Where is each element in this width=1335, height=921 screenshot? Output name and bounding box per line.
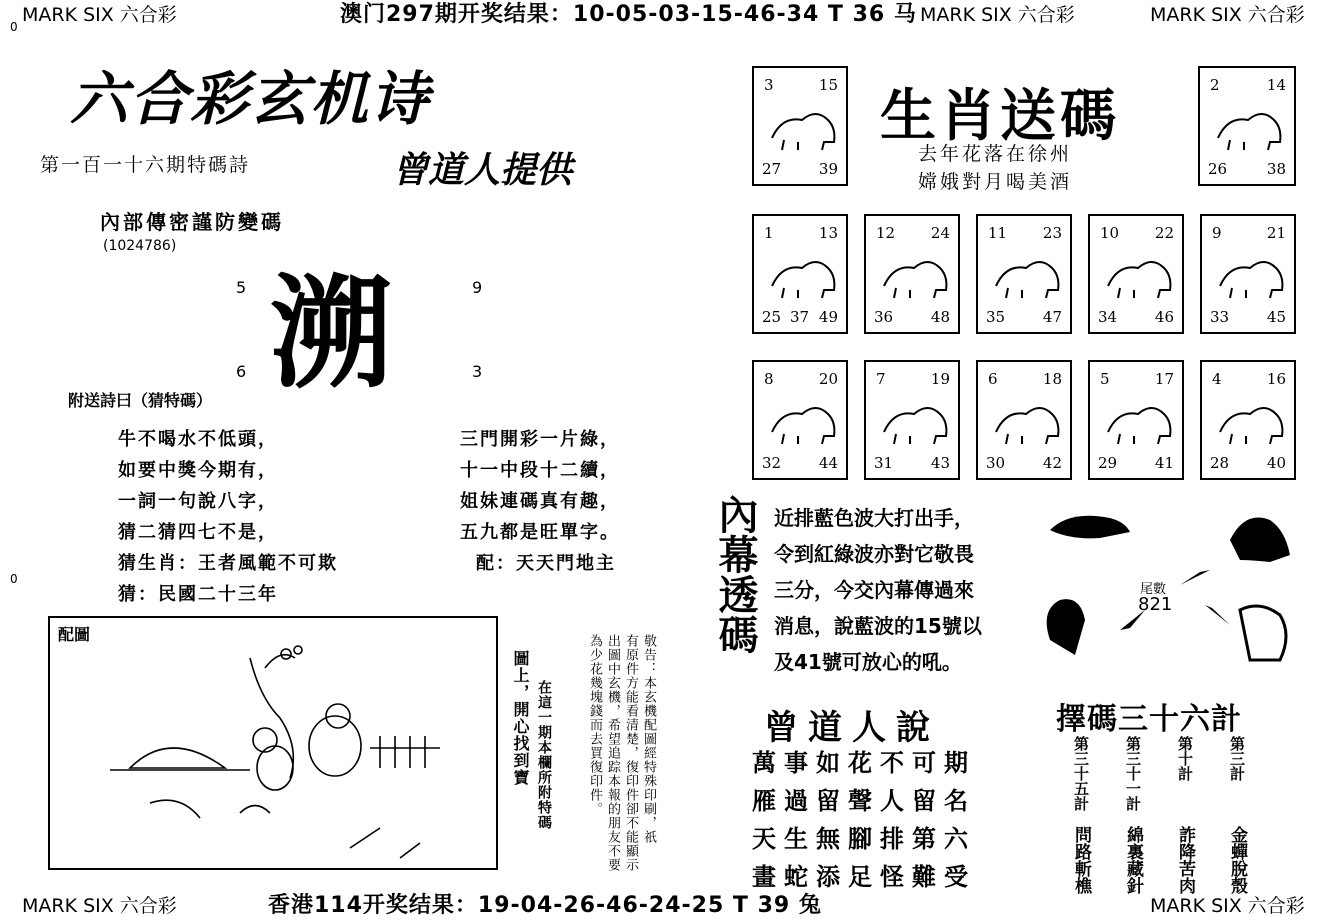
poem-page-title: 六合彩玄机诗 <box>70 65 431 133</box>
card-number: 4 <box>1212 370 1222 388</box>
card-number: 2 <box>1210 76 1220 94</box>
picture-label: 配圖 <box>58 625 91 644</box>
card-number: 15 <box>818 76 838 94</box>
rat-icon <box>764 98 840 156</box>
card-number: 7 <box>876 370 886 388</box>
card-number: 18 <box>1042 370 1062 388</box>
goat-icon <box>764 392 840 450</box>
poem-line: 姐妹連碼真有趣， <box>460 491 620 512</box>
zodiac-title: 生肖送碼 <box>880 84 1120 149</box>
card-number: 11 <box>988 224 1008 242</box>
saying-line: 雁過留聲人留名 <box>752 786 976 815</box>
zodiac-card <box>752 214 848 334</box>
zodiac-card <box>1088 360 1184 480</box>
dog-icon <box>1230 518 1290 563</box>
card-number: 28 <box>1210 454 1230 472</box>
card-number: 39 <box>818 160 838 178</box>
secret-code: (1024786) <box>103 238 177 254</box>
dragon-icon <box>988 246 1064 304</box>
card-number: 14 <box>1266 76 1286 94</box>
card-number: 19 <box>930 370 950 388</box>
marquee-text: MARK SIX 六合彩 <box>1150 4 1305 26</box>
card-number: 23 <box>1042 224 1062 242</box>
poem-line: 配：天天門地主 <box>476 553 616 574</box>
saying-line: 天生無腳排第六 <box>752 824 976 853</box>
corner-number: 6 <box>236 362 247 381</box>
strategy-name: 詐降苦肉 <box>1175 826 1195 894</box>
card-number: 5 <box>1100 370 1110 388</box>
card-number: 44 <box>818 454 838 472</box>
card-number: 20 <box>818 370 838 388</box>
poem-line: 一詞一句說八字， <box>118 491 278 512</box>
poem-line: 猜生肖：王者風範不可欺 <box>118 553 338 574</box>
card-number: 47 <box>1042 308 1062 326</box>
poem-line: 三門開彩一片綠， <box>460 429 620 450</box>
card-number: 26 <box>1208 160 1228 178</box>
poem-line: 猜二猜四七不是， <box>118 522 278 543</box>
zodiac-card <box>976 214 1072 334</box>
saying-line: 萬事如花不可期 <box>752 748 976 777</box>
rat-icon <box>1050 516 1130 539</box>
zodiac-card <box>752 360 848 480</box>
rooster-icon <box>1047 599 1085 655</box>
card-number: 24 <box>930 224 950 242</box>
card-number: 25 <box>762 308 782 326</box>
poem-line: 如要中獎今期有， <box>118 460 278 481</box>
pig-icon <box>1212 392 1288 450</box>
card-number: 6 <box>988 370 998 388</box>
card-number: 10 <box>1100 224 1120 242</box>
notice-column: 出圖中玄機，希望追踪本報的朋友不要 <box>605 634 620 872</box>
card-number: 21 <box>1266 224 1286 242</box>
poem-line: 十一中段十二續， <box>460 460 620 481</box>
inner-line: 消息，說藍波的15號以 <box>774 614 982 638</box>
picture-caption-sub: 在這一期本欄所附特碼 <box>536 680 552 830</box>
corner-number: 9 <box>472 278 483 297</box>
picture-caption-main: 圖上，開心找到寶 <box>511 650 530 786</box>
dog-icon <box>1100 392 1176 450</box>
card-number: 42 <box>1042 454 1062 472</box>
card-number: 32 <box>762 454 782 472</box>
card-number: 22 <box>1154 224 1174 242</box>
zodiac-verse <box>918 140 1072 196</box>
secret-line: 內部傳密謹防變碼 <box>100 210 284 234</box>
zodiac-card <box>1200 214 1296 334</box>
strategy-name: 金蟬脫殼 <box>1227 826 1247 894</box>
card-number: 49 <box>818 308 838 326</box>
inner-line: 三分，今交內幕傳過來 <box>774 578 974 602</box>
card-number: 34 <box>1098 308 1118 326</box>
card-number: 30 <box>986 454 1006 472</box>
card-number: 41 <box>1154 454 1174 472</box>
inner-tip-text <box>774 500 982 680</box>
strategy-title: 擇碼三十六計 <box>1056 702 1242 737</box>
card-number: 43 <box>930 454 950 472</box>
card-number: 27 <box>762 160 782 178</box>
macau-result-text: 澳门297期开奖结果：10-05-03-15-46-34 T 36 马 <box>340 2 917 27</box>
inner-line: 近排藍色波大打出手， <box>774 506 974 530</box>
card-number: 36 <box>874 308 894 326</box>
margin-mark: 0 <box>10 572 18 586</box>
card-number: 33 <box>1210 308 1230 326</box>
zodiac-card <box>752 66 848 186</box>
card-number: 3 <box>764 76 774 94</box>
ox-icon <box>1210 98 1288 156</box>
monkey-icon <box>876 392 952 450</box>
rabbit-icon <box>876 246 952 304</box>
card-number: 29 <box>1098 454 1118 472</box>
card-number: 12 <box>876 224 896 242</box>
marquee-text: MARK SIX 六合彩 <box>1150 895 1305 917</box>
card-number: 37 <box>790 308 810 326</box>
poem-left-column <box>118 424 338 610</box>
card-number: 40 <box>1266 454 1286 472</box>
saying-title: 曾道人說 <box>764 708 940 748</box>
poem-intro: 附送詩曰（猜特碼） <box>68 391 213 410</box>
tail-number-value: 821 <box>1138 594 1173 615</box>
hongkong-result-text: 香港114开奖结果：19-04-26-46-24-25 T 39 兔 <box>268 893 822 918</box>
picture-box <box>48 616 498 870</box>
card-number: 38 <box>1266 160 1286 178</box>
poem-line: 猜：民國二十三年 <box>118 584 278 605</box>
zodiac-card <box>864 360 960 480</box>
tail-number-diagram <box>1030 500 1320 680</box>
corner-number: 5 <box>236 278 247 297</box>
marquee-text: MARK SIX 六合彩 <box>22 895 177 917</box>
poem-line: 五九都是旺單字。 <box>460 522 620 543</box>
marquee-text: MARK SIX 六合彩 <box>920 4 1075 26</box>
top-result-band <box>0 0 1335 30</box>
snake-icon <box>1100 246 1176 304</box>
poem-right-column <box>460 424 620 579</box>
marquee-text: MARK SIX 六合彩 <box>22 4 177 26</box>
card-number: 46 <box>1154 308 1174 326</box>
rooster-icon <box>988 392 1064 450</box>
saying-line: 畫蛇添足怪難受 <box>752 862 976 891</box>
card-number: 1 <box>764 224 774 242</box>
card-number: 45 <box>1266 308 1286 326</box>
card-number: 13 <box>818 224 838 242</box>
verse-line: 嫦娥對月喝美酒 <box>918 171 1073 193</box>
inner-line: 令到紅綠波亦對它敬畏 <box>774 542 974 566</box>
card-number: 31 <box>874 454 894 472</box>
zodiac-card <box>1088 214 1184 334</box>
strategy-name: 問路斬樵 <box>1071 826 1091 894</box>
notice-column: 有原件方能看清楚，復印件卻不能顯示 <box>623 634 638 872</box>
notice-column: 為少花幾塊錢而去買復印件。 <box>587 634 602 816</box>
notice-column: 敬告：本玄機配圖經特殊印刷，祇 <box>641 634 656 844</box>
horse-icon <box>1212 246 1288 304</box>
inner-line: 及41號可放心的吼。 <box>774 650 962 674</box>
hidden-picture-illustration <box>50 618 496 868</box>
card-number: 16 <box>1266 370 1286 388</box>
provider-title: 曾道人提供 <box>392 150 573 191</box>
strategy-number: 第三計 <box>1228 736 1246 781</box>
card-number: 17 <box>1154 370 1174 388</box>
card-number: 35 <box>986 308 1006 326</box>
zodiac-card <box>864 214 960 334</box>
tail-number-label: 尾數 <box>1140 582 1167 597</box>
tiger-icon <box>764 246 840 304</box>
dog-icon <box>1240 606 1286 660</box>
strategy-name: 綿裏藏針 <box>1123 826 1143 894</box>
inner-tip-title: 內幕透碼 <box>712 494 758 654</box>
card-number: 48 <box>930 308 950 326</box>
bottom-result-band <box>0 891 1335 921</box>
card-number: 8 <box>764 370 774 388</box>
corner-number: 3 <box>472 362 483 381</box>
margin-mark: 0 <box>10 20 18 34</box>
zodiac-card <box>1198 66 1296 186</box>
zodiac-card <box>1200 360 1296 480</box>
issue-line: 第一百一十六期特碼詩 <box>40 154 251 176</box>
strategy-number: 第三十一計 <box>1124 736 1142 811</box>
strategy-number: 第三十五計 <box>1072 736 1090 811</box>
saying-block <box>752 744 976 896</box>
riddle-big-character: 溯 <box>270 263 392 405</box>
card-number: 9 <box>1212 224 1222 242</box>
strategy-number: 第十計 <box>1176 736 1194 781</box>
verse-line: 去年花落在徐州 <box>918 143 1073 165</box>
poem-line: 牛不喝水不低頭， <box>118 429 278 450</box>
zodiac-card <box>976 360 1072 480</box>
